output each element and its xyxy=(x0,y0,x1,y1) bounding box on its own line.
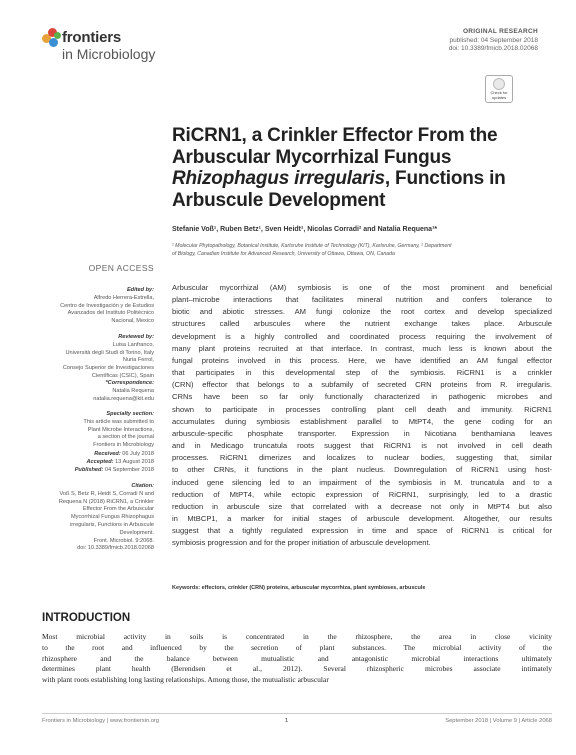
specialty-line: Plant Microbe Interactions, xyxy=(87,426,154,433)
abstract-line: many plant proteins recruited at that interface. In contrast, much less is known about the xyxy=(172,343,552,353)
page-number: 1 xyxy=(285,718,289,724)
editor-line: Nacional, Mexico xyxy=(111,318,154,325)
abstract-line: that participates in this developmental step of the symbiosis. RiCRN1 is a crinkler xyxy=(172,368,552,378)
citation-heading: Citation: xyxy=(131,483,154,489)
abstract-line: reduction of MtPT4, while ectopic expression of RiCRN1, surprisingly, led to a drastic xyxy=(172,489,552,499)
abstract-line: suggest that a tightly regulated expression in time and space of RiCRN1 is critical for xyxy=(172,526,552,536)
dates-block xyxy=(42,451,154,474)
journal-logo[interactable] xyxy=(42,26,172,62)
editor-line: Avanzados del Instituto Politécnico xyxy=(67,310,154,317)
abstract-line: biotic and abiotic stresses. AM fungi colonize the root cortex and develop specialized xyxy=(172,307,552,317)
abstract-line: reduction in arbuscule size that correlated with a decrease not only in MtPT4 but also xyxy=(172,501,552,511)
footer-rule xyxy=(42,713,552,714)
intro-line: rhizosphere and the balance between mutualistic and antagonistic microbial interactions ultimately xyxy=(42,653,552,663)
abstract-line: and in Medicago truncatula roots suggest that RiCRN1 is not involved in cell death xyxy=(172,441,552,451)
published-date-side: 04 September 2018 xyxy=(104,466,154,473)
abstract-line: processes. RiCRN1 dimerizes and localizes to nuclear bodies, suggesting that, similar xyxy=(172,453,552,463)
introduction-body xyxy=(42,632,552,686)
abstract-line: CRNs have been so far only functionally characterized in pathogenic microbes and xyxy=(172,392,552,402)
specialty-line: Frontiers in Microbiology xyxy=(93,442,154,449)
published-line xyxy=(42,467,154,475)
abstract-line: induced gene silencing led to an impairment of the symbiosis in M. truncatula and to a xyxy=(172,477,552,487)
editor-line: Centro de Investigación y de Estudios xyxy=(60,302,154,309)
check-for-updates-badge[interactable] xyxy=(485,75,513,103)
page-footer xyxy=(42,718,552,724)
citation-line: Effector From the Arbuscular xyxy=(82,506,154,513)
intro-line: to the root and influenced by the secretion of plant substances. The microbial activity of the xyxy=(42,642,552,652)
citation-line: Development. xyxy=(119,529,154,536)
edited-by-heading: Edited by: xyxy=(126,287,154,293)
specialty-line: a section of the journal xyxy=(97,434,154,441)
affiliation-line: of Biology, Canadian Institute for Advanced Research, University of Ottawa, Ottawa, ON, Canada xyxy=(172,250,395,257)
footer-journal[interactable]: Frontiers in Microbiology | www.frontiersin.org xyxy=(42,718,160,724)
specialty-heading: Specialty section: xyxy=(106,411,154,417)
accepted-line xyxy=(42,459,154,467)
correspondence-name: Natalia Requena xyxy=(112,387,154,394)
abstract-line: to other CRNs, it functions in the plant nucleus. Downregulation of RiCRN1 using host- xyxy=(172,465,552,475)
keywords-list: effectors, crinkler (CRN) proteins, arbuscular mycorrhiza, plant symbioses, arbuscule xyxy=(201,585,426,591)
editor-line: Alfredo Herrera-Estrella, xyxy=(93,294,154,301)
reviewer-line: Nuria Ferrol, xyxy=(122,357,154,364)
citation-line: Front. Microbiol. 9:2068. xyxy=(93,537,154,544)
citation-block xyxy=(42,483,154,553)
abstract-line: fungal proteins involved in this process. Here, we have identified an AM fungal effector xyxy=(172,355,552,365)
article-type: ORIGINAL RESEARCH xyxy=(462,28,538,35)
intro-line: with plant roots establishing long lasting relationships. Among those, the mutualistic arbuscular xyxy=(42,675,329,685)
received-line xyxy=(42,451,154,459)
accepted-date: 13 August 2018 xyxy=(115,458,154,465)
affiliations xyxy=(172,243,552,258)
accepted-label: Accepted: xyxy=(86,458,114,465)
reviewer-line: Luisa Lanfranco, xyxy=(112,341,154,348)
published-label: Published: xyxy=(74,466,104,473)
title-line: RiCRN1, a Crinkler Effector From the xyxy=(172,125,498,146)
abstract-line: development is a highly controlled and coordinated process requiring the involvement of xyxy=(172,331,552,341)
title-line-rest: , Functions in xyxy=(384,168,506,189)
abstract-line: shown to participate in processes controlling plant cell death and immunity. RiCRN1 xyxy=(172,404,552,414)
reviewer-line: Consejo Superior de Investigaciones xyxy=(62,365,154,372)
doi-link[interactable]: doi: 10.3389/fmicb.2018.02068 xyxy=(448,45,538,52)
title-line: Arbuscule Development xyxy=(172,189,386,211)
logo-journal-text: in Microbiology xyxy=(62,46,156,62)
edited-by-block xyxy=(42,287,154,326)
citation-line: Voß S, Betz R, Heidt S, Corradi N and xyxy=(59,490,154,497)
reviewer-line: Università degli Studi di Torino, Italy xyxy=(65,349,154,356)
title-line xyxy=(172,168,552,190)
abstract-line: accumulates during symbiosis establishment parallel to MtPT4, the gene coding for an xyxy=(172,416,552,426)
abstract-line: arbuscule-specific phosphate transporter. Expression in Nicotiana benthamiana leaves xyxy=(172,428,552,438)
author-list: Stefanie Voß¹, Ruben Betz¹, Sven Heidt¹, Nicolas Corradi² and Natalia Requena¹* xyxy=(172,226,438,233)
received-date: 06 July 2018 xyxy=(122,451,154,457)
affiliation-line: ¹ Molecular Phytopathology, Botanical Institute, Karlsruhe Institute of Technology (KIT), Karlsruhe, Germany, ² Department xyxy=(172,243,452,249)
abstract xyxy=(172,282,552,549)
section-heading-introduction: INTRODUCTION xyxy=(42,612,131,624)
published-date: published: 04 September 2018 xyxy=(449,36,538,44)
title-species: Rhizophagus irregularis xyxy=(172,168,385,189)
keywords xyxy=(172,585,552,591)
abstract-line: plant–microbe interactions that facilitates mineral nutrition and confers tolerance to xyxy=(172,295,552,305)
article-title xyxy=(172,125,552,211)
intro-line: determines plant health (Berendsen et al., 2012). Several rhizospheric microbes associate intimately xyxy=(42,664,552,674)
abstract-line: symbiosis progression and for the proper initiation of arbuscule development. xyxy=(172,538,431,548)
reviewer-line: Científicas (CSIC), Spain xyxy=(91,372,154,379)
open-access-label: OPEN ACCESS xyxy=(88,263,154,273)
specialty-section-block xyxy=(42,411,154,450)
citation-line: irregularis, Functions in Arbuscule xyxy=(70,521,154,528)
frontiers-logo-icon xyxy=(42,28,64,50)
specialty-line: This article was submitted to xyxy=(83,418,154,425)
intro-line: Most microbial activity in soils is concentrated in the rhizosphere, the area in close vicinity xyxy=(42,632,552,641)
reviewed-by-block xyxy=(42,334,154,381)
logo-frontiers-text: frontiers xyxy=(62,29,122,46)
correspondence-block xyxy=(42,380,154,403)
correspondence-email[interactable]: natalia.requena@kit.edu xyxy=(93,395,154,402)
correspondence-heading: *Correspondence: xyxy=(105,380,154,386)
footer-issue: September 2018 | Volume 9 | Article 2068 xyxy=(445,718,552,724)
abstract-line: (CRN) effector that belongs to a subfamily of secreted CRN proteins from R. irregularis. xyxy=(172,380,552,390)
abstract-line: in MtBCP1, a marker for initial stages of arbuscule development. Altogether, our results xyxy=(172,513,552,523)
abstract-line: structures called arbuscules where the nutrient exchange takes place. Arbuscule xyxy=(172,319,552,329)
article-meta xyxy=(449,28,538,54)
citation-line: Requena N (2018) RiCRN1, a Crinkler xyxy=(58,498,154,505)
reviewed-by-heading: Reviewed by: xyxy=(118,334,154,340)
check-updates-label: Check for updates xyxy=(490,90,508,100)
abstract-line: Arbuscular mycorrhizal (AM) symbiosis is one of the most prominent and beneficial xyxy=(172,283,552,292)
received-label: Received: xyxy=(94,451,121,457)
check-updates-icon xyxy=(493,78,505,90)
keywords-label: Keywords: xyxy=(172,585,201,591)
citation-line: Mycorrhizal Fungus Rhizophagus xyxy=(70,514,154,521)
citation-doi[interactable]: doi: 10.3389/fmicb.2018.02068 xyxy=(77,545,154,552)
title-line: Arbuscular Mycorrhizal Fungus xyxy=(172,146,452,168)
